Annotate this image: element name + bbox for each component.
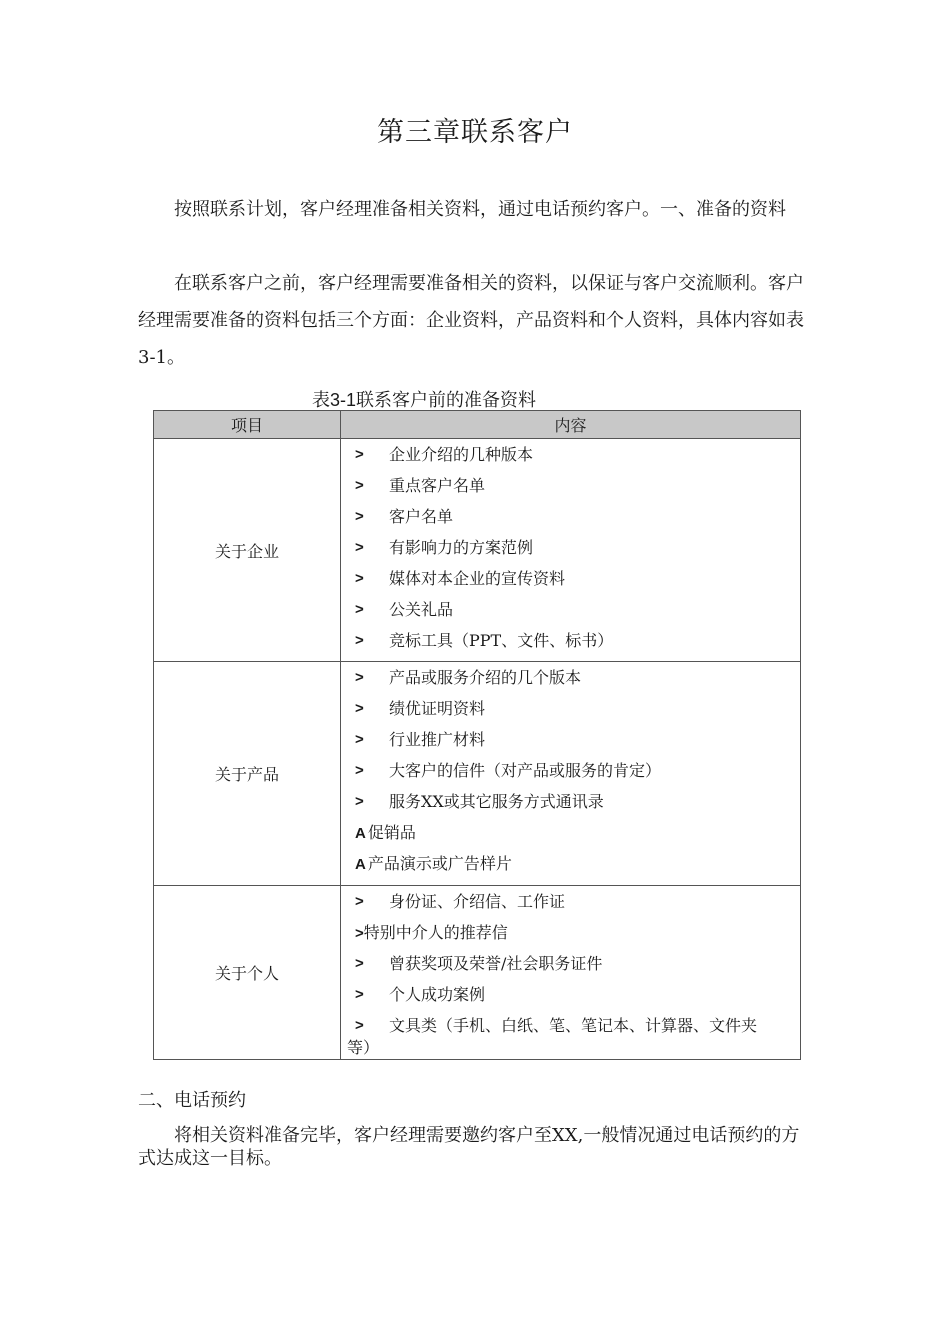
bullet-marker: > [355, 601, 364, 618]
item-text: 身份证、介绍信、工作证 [389, 892, 566, 911]
list-item [341, 786, 800, 817]
bullet-marker: > [355, 632, 364, 649]
category-cell: 关于个人 [154, 886, 341, 1060]
list-item [341, 755, 800, 786]
header-content: 内容 [341, 411, 801, 439]
item-text: 有影响力的方案范例 [389, 538, 534, 557]
item-text: 企业介绍的几种版本 [389, 445, 534, 464]
list-item [341, 563, 800, 594]
list-item [341, 470, 800, 501]
list-item [341, 724, 800, 755]
item-text: 服务XX或其它服务方式通讯录 [389, 792, 604, 811]
category-cell: 关于企业 [154, 439, 341, 662]
item-text: 特别中介人的推荐信 [363, 923, 508, 942]
bullet-marker: > [355, 477, 364, 494]
item-list [341, 662, 800, 879]
section-paragraph: 将相关资料准备完毕，客户经理需要邀约客户至XX,一般情况通过电话预约的方式达成这一目标。 [138, 1125, 800, 1169]
bullet-marker: A [355, 825, 366, 842]
list-item [341, 886, 800, 917]
list-item [341, 817, 800, 848]
bullet-marker: > [355, 731, 364, 748]
bullet-marker: > [355, 669, 364, 686]
table-row [154, 886, 801, 1060]
item-text: 促销品 [367, 823, 416, 842]
table-caption: 表3-1联系客户前的准备资料 [312, 390, 537, 410]
bullet-marker: > [355, 1017, 364, 1034]
bullet-marker: > [355, 446, 364, 463]
content-cell [341, 886, 801, 1060]
chapter-title: 第三章联系客户 [377, 117, 573, 148]
item-text: 绩优证明资料 [389, 699, 486, 718]
bullet-marker: > [355, 986, 364, 1003]
bullet-marker: A [355, 856, 366, 873]
table-header-row [154, 411, 801, 439]
bullet-marker: > [355, 793, 364, 810]
item-list [341, 886, 800, 1059]
category-cell: 关于产品 [154, 662, 341, 886]
list-item [341, 848, 800, 879]
item-text-continued: 等） [347, 1038, 380, 1057]
list-item [341, 625, 800, 656]
list-item [341, 439, 800, 470]
item-text: 公关礼品 [389, 600, 454, 619]
preparation-table [153, 410, 801, 1060]
header-item: 项目 [154, 411, 341, 439]
table-row [154, 439, 801, 662]
list-item [341, 693, 800, 724]
bullet-marker: > [355, 570, 364, 587]
intro-paragraph-1: 按照联系计划，客户经理准备相关资料，通过电话预约客户。一、准备的资料 [174, 199, 786, 220]
bullet-marker: > [355, 762, 364, 779]
list-item [341, 1010, 800, 1059]
list-item [341, 532, 800, 563]
bullet-marker: > [355, 955, 364, 972]
list-item [341, 594, 800, 625]
section-heading: 二、电话预约 [138, 1090, 246, 1111]
item-text: 客户名单 [389, 507, 454, 526]
content-cell [341, 662, 801, 886]
list-item [341, 662, 800, 693]
intro-paragraph-2: 在联系客户之前，客户经理需要准备相关的资料，以保证与客户交流顺利。客户经理需要准备的资料包括三个方面：企业资料，产品资料和个人资料，具体内容如表3-1。 [138, 273, 804, 368]
item-text: 大客户的信件（对产品或服务的肯定） [389, 761, 662, 780]
item-text: 行业推广材料 [389, 730, 486, 749]
table-row [154, 662, 801, 886]
item-text: 媒体对本企业的宣传资料 [389, 569, 566, 588]
bullet-marker: > [355, 539, 364, 556]
item-text: 文具类（手机、白纸、笔、笔记本、计算器、文件夹 [389, 1016, 758, 1035]
bullet-marker: > [355, 508, 364, 525]
item-text: 产品或服务介绍的几个版本 [389, 668, 582, 687]
item-text: 重点客户名单 [389, 476, 486, 495]
list-item [341, 917, 800, 948]
item-text: 竞标工具（PPT、文件、标书） [389, 631, 614, 650]
content-cell [341, 439, 801, 662]
list-item [341, 979, 800, 1010]
item-list [341, 439, 800, 656]
bullet-marker: > [355, 925, 364, 942]
item-text: 产品演示或广告样片 [367, 854, 512, 873]
item-text: 个人成功案例 [389, 985, 486, 1004]
bullet-marker: > [355, 893, 364, 910]
list-item [341, 948, 800, 979]
bullet-marker: > [355, 700, 364, 717]
item-text: 曾获奖项及荣誉/社会职务证件 [389, 954, 603, 973]
list-item [341, 501, 800, 532]
